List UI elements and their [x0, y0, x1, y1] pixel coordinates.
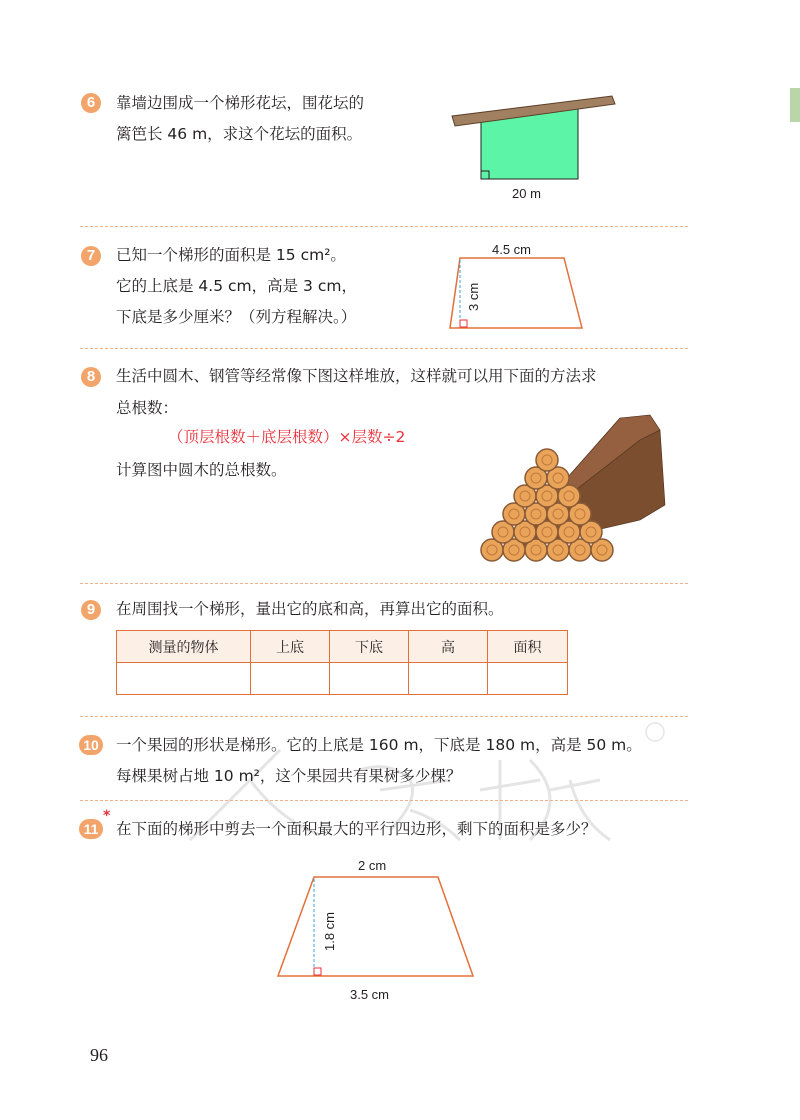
problem-10-line-1: 一个果园的形状是梯形。它的上底是 160 m，下底是 180 m，高是 50 m。	[116, 736, 642, 754]
problem-10-number: 10	[79, 735, 103, 755]
problem-9-line-1: 在周围找一个梯形，量出它的底和高，再算出它的面积。	[116, 600, 504, 618]
table-cell[interactable]	[251, 663, 330, 695]
problem-7-number: 7	[81, 246, 101, 266]
page-number: 96	[90, 1045, 108, 1065]
problem-8-number: 8	[81, 367, 101, 387]
log-pile-image	[470, 410, 680, 570]
separator	[80, 226, 688, 227]
table-header: 下底	[330, 631, 409, 663]
separator	[80, 583, 688, 584]
problem-11-line-1: 在下面的梯形中剪去一个面积最大的平行四边形，剩下的面积是多少？	[116, 820, 597, 838]
trapezoid-7-height-label: 3 cm	[466, 282, 481, 311]
table-cell[interactable]	[409, 663, 488, 695]
table-cell[interactable]	[117, 663, 251, 695]
trapezoid-figure-7	[440, 238, 600, 338]
problem-8-line-2: 总根数：	[116, 399, 179, 417]
measurement-table	[116, 630, 568, 695]
table-cell[interactable]	[488, 663, 568, 695]
problem-9-number: 9	[81, 600, 101, 620]
table-header: 高	[409, 631, 488, 663]
separator	[80, 348, 688, 349]
trapezoid-11-bottom-label: 3.5 cm	[350, 987, 390, 1002]
separator	[80, 800, 688, 801]
table-cell[interactable]	[330, 663, 409, 695]
log-end	[536, 449, 558, 471]
problem-7-line-1: 已知一个梯形的面积是 15 cm²。	[116, 246, 346, 264]
formula: （顶层根数＋底层根数）×层数÷2	[168, 428, 406, 446]
trapezoid-figure-11	[270, 855, 490, 1005]
challenge-star: *	[103, 808, 111, 824]
table-header: 面积	[488, 631, 568, 663]
problem-11-number: 11	[79, 819, 103, 839]
page-edge-tab	[790, 88, 800, 122]
problem-6-number: 6	[81, 93, 101, 113]
trapezoid-7-top-label: 4.5 cm	[492, 242, 532, 257]
problem-7-line-2: 它的上底是 4.5 cm，高是 3 cm，	[116, 277, 357, 295]
problem-6-line-1: 靠墙边围成一个梯形花坛，围花坛的	[116, 94, 365, 112]
trapezoid-11-top-label: 2 cm	[358, 858, 387, 873]
table-header: 上底	[251, 631, 330, 663]
problem-7-line-3: 下底是多少厘米？（列方程解决。）	[116, 308, 357, 326]
garden-bottom-label: 20 m	[512, 186, 541, 201]
separator	[80, 716, 688, 717]
table-header: 测量的物体	[117, 631, 251, 663]
problem-10-line-2: 每棵果树占地 10 m²，这个果园共有果树多少棵？	[116, 767, 462, 785]
problem-8-line-1: 生活中圆木、钢管等经常像下图这样堆放，这样就可以用下面的方法求	[116, 367, 597, 385]
problem-6-line-2: 篱笆长 46 m，求这个花坛的面积。	[116, 125, 363, 143]
trapezoid-11-height-label: 1.8 cm	[322, 911, 337, 951]
problem-8-line-3: 计算图中圆木的总根数。	[116, 461, 287, 479]
garden-figure	[448, 90, 618, 205]
